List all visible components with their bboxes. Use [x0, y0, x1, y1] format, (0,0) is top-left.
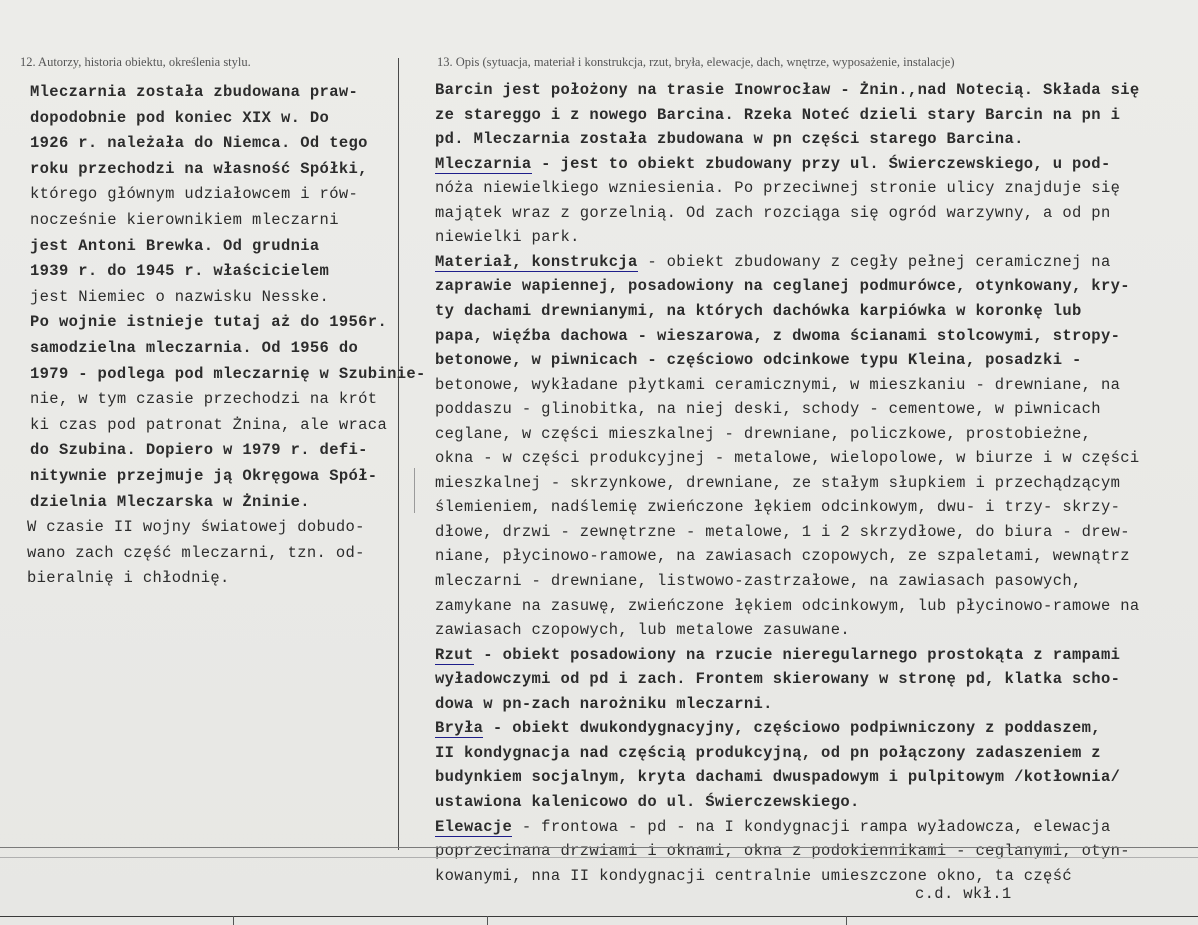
section-13-header: 13. Opis (sytuacja, materiał i konstrukcja, rzut, bryła, elewacje, dach, wnętrze, wyposażenie, instalacje) — [437, 55, 955, 69]
description-text-line — [435, 841, 1130, 861]
line-text: zamykane na zasuwę, zwieńczone łękiem odcinkowym, lub płycinowo-ramowe na — [435, 596, 1140, 615]
description-text-line — [435, 743, 1101, 763]
description-text-line — [435, 571, 1082, 591]
line-text: betonowe, wykładane płytkami ceramicznymi, w mieszkaniu - drewniane, na — [435, 375, 1121, 394]
description-text-line — [435, 817, 1111, 837]
form-cell-divider — [233, 916, 234, 925]
line-text: zawiasach czopowych, lub metalowe zasuwane. — [435, 621, 851, 640]
history-text-line: Mleczarnia została zbudowana praw- — [30, 83, 359, 101]
line-text: wyładowczymi od pd i zach. Frontem skierowany w stronę pd, klatka scho- — [435, 670, 1121, 689]
history-text-line: ki czas pod patronat Żnina, ale wraca — [30, 415, 388, 434]
description-text-line — [435, 473, 1120, 493]
description-text-line — [435, 792, 860, 812]
history-text-line: roku przechodzi na własność Spółki, — [30, 159, 368, 178]
line-text: - obiekt dwukondygnacyjny, częściowo podpiwniczony z poddaszem, — [483, 719, 1101, 738]
line-text: okna - w części produkcyjnej - metalowe, wielopolowe, w biurze i w części — [435, 449, 1140, 468]
history-text-line: jest Antoni Brewka. Od grudnia — [30, 236, 320, 255]
history-text-line: bieralnię i chłodnię. — [27, 569, 230, 588]
form-rule-middle — [0, 857, 1198, 858]
line-text: ty dachami drewnianymi, na których dachówka karpiówka w koronkę lub — [435, 301, 1082, 320]
description-text-line — [435, 252, 1111, 272]
column-divider-stub — [414, 468, 415, 513]
description-text-line — [435, 669, 1120, 689]
line-text: poprzecinana drzwiami i oknami, okna z podokiennikami - ceglanymi, otyn- — [435, 842, 1130, 861]
description-text-line — [435, 620, 850, 640]
history-text-line: którego głównym udziałowcem i rów- — [30, 185, 359, 204]
description-text-line — [435, 178, 1120, 198]
line-text: ślemieniem, nadślemię zwieńczone łękiem odcinkowym, dwu- i trzy- skrzy- — [435, 498, 1121, 517]
line-text: - obiekt posadowiony na rzucie nieregularnego prostokąta z rampami — [473, 645, 1121, 664]
line-text: niewielki park. — [435, 228, 580, 247]
line-text: - jest to obiekt zbudowany przy ul. Świerczewskiego, u pod- — [531, 154, 1111, 173]
history-text-line: dzielnia Mleczarska w Żninie. — [30, 492, 310, 511]
description-text-line — [435, 326, 1120, 346]
line-text: ceglane, w części mieszkalnej - drewniane, policzkowe, prostobieżne, — [435, 424, 1092, 443]
line-text: ustawiona kalenicowo do ul. Świerczewskiego. — [435, 792, 860, 811]
line-text: majątek wraz z gorzelnią. Od zach rozciąga się ogród warzywny, a od pn — [435, 203, 1111, 222]
line-text: dowa w pn-zach narożniku mleczarni. — [435, 694, 773, 713]
description-text-line — [435, 399, 1101, 419]
line-text: pd. Mleczarnia została zbudowana w pn części starego Barcina. — [435, 130, 1024, 149]
section-heading: Bryła — [435, 719, 484, 738]
description-text-line — [435, 80, 1140, 100]
form-cell-divider — [846, 916, 847, 925]
history-text-line: 1926 r. należała do Niemca. Od tego — [30, 134, 368, 153]
history-text-line: 1939 r. do 1945 r. właścicielem — [30, 262, 330, 281]
description-text-line — [435, 497, 1120, 517]
history-text-line: nitywnie przejmuje ją Okręgowa Spół- — [30, 467, 378, 485]
line-text: papa, więźba dachowa - wieszarowa, z dwoma ścianami stolcowymi, stropy- — [435, 326, 1121, 345]
column-divider — [398, 58, 399, 850]
description-text-line — [435, 154, 1111, 174]
history-text-line: jest Niemiec o nazwisku Nesske. — [30, 287, 330, 306]
section-heading: Rzut — [435, 645, 474, 664]
description-text-line — [435, 129, 1024, 149]
line-text: zaprawie wapiennej, posadowiony na ceglanej podmurówce, otynkowany, kry- — [435, 277, 1130, 296]
description-text-line — [435, 718, 1101, 738]
line-text: Barcin jest położony na trasie Inowrocław - Żnin.,nad Notecią. Składa się — [435, 81, 1140, 99]
line-text: - frontowa - pd - na I kondygnacji rampa wyładowcza, elewacja — [512, 817, 1111, 836]
line-text: - obiekt zbudowany z cegły pełnej ceramicznej na — [637, 252, 1111, 271]
line-text: dłowe, drzwi - zewnętrzne - metalowe, 1 i 2 skrzydłowe, do biura - drew- — [435, 522, 1130, 541]
description-text-line — [435, 276, 1130, 296]
description-text-line — [435, 645, 1120, 665]
form-cell-divider — [487, 916, 488, 925]
description-text-line — [435, 448, 1140, 468]
description-text-line — [435, 767, 1120, 787]
description-text-line — [435, 227, 580, 247]
line-text: mleczarni - drewniane, listwowo-zastrzałowe, na zawiasach pasowych, — [435, 572, 1082, 590]
description-text-line — [435, 424, 1091, 444]
line-text: budynkiem socjalnym, kryta dachami dwuspadowym i pulpitowym /kotłownia/ — [435, 768, 1121, 787]
history-text-line: 1979 - podlega pod mleczarnię w Szubinie- — [30, 364, 426, 383]
description-text-line — [435, 375, 1120, 395]
history-text-line: samodzielna mleczarnia. Od 1956 do — [30, 339, 359, 357]
section-heading: Elewacje — [435, 817, 513, 836]
description-text-line — [435, 105, 1120, 125]
description-text-line — [435, 546, 1130, 566]
description-text-line — [435, 350, 1082, 370]
line-text: nóża niewielkiego wzniesienia. Po przeciwnej stronie ulicy znajduje się — [435, 179, 1121, 198]
section-heading: Materiał, konstrukcja — [435, 252, 638, 271]
history-text-line: do Szubina. Dopiero w 1979 r. defi- — [30, 441, 368, 460]
description-text-line — [435, 866, 1072, 886]
description-text-line — [435, 694, 773, 714]
history-text-line: wano zach część mleczarni, tzn. od- — [27, 543, 365, 562]
section-12-header: 12. Autorzy, historia obiektu, określenia stylu. — [20, 55, 251, 69]
description-text-line — [435, 596, 1140, 616]
description-text-line — [435, 203, 1111, 223]
form-rule-upper — [0, 847, 1198, 848]
line-text: mieszkalnej - skrzynkowe, drewniane, ze stałym słupkiem i przechądzącym — [435, 473, 1121, 492]
line-text: c.d. wkł.1 — [915, 885, 1012, 904]
section-heading: Mleczarnia — [435, 154, 532, 173]
line-text: betonowe, w piwnicach - częściowo odcinkowe typu Kleina, posadzki - — [435, 351, 1082, 370]
history-text-line: Po wojnie istnieje tutaj aż do 1956r. — [30, 313, 388, 332]
form-rule-bottom — [0, 916, 1198, 917]
description-text-line — [915, 884, 1012, 904]
line-text: poddaszu - glinobitka, na niej deski, schody - cementowe, w piwnicach — [435, 400, 1101, 419]
line-text: niane, płycinowo-ramowe, na zawiasach czopowych, ze szpaletami, wewnątrz — [435, 547, 1130, 566]
history-text-line: dopodobnie pod koniec XIX w. Do — [30, 108, 330, 127]
history-text-line: W czasie II wojny światowej dobudo- — [27, 518, 365, 537]
description-text-line — [435, 301, 1082, 321]
line-text: kowanymi, nna II kondygnacji centralnie umieszczone okno, ta część — [435, 866, 1072, 885]
line-text: ze stareggo i z nowego Barcina. Rzeka Noteć dzieli stary Barcin na pn i — [435, 105, 1121, 124]
history-text-line: nie, w tym czasie przechodzi na krót — [30, 390, 378, 409]
history-text-line: nocześnie kierownikiem mleczarni — [30, 211, 339, 229]
line-text: II kondygnacja nad częścią produkcyjną, od pn połączony zadaszeniem z — [435, 743, 1101, 762]
description-text-line — [435, 522, 1130, 542]
